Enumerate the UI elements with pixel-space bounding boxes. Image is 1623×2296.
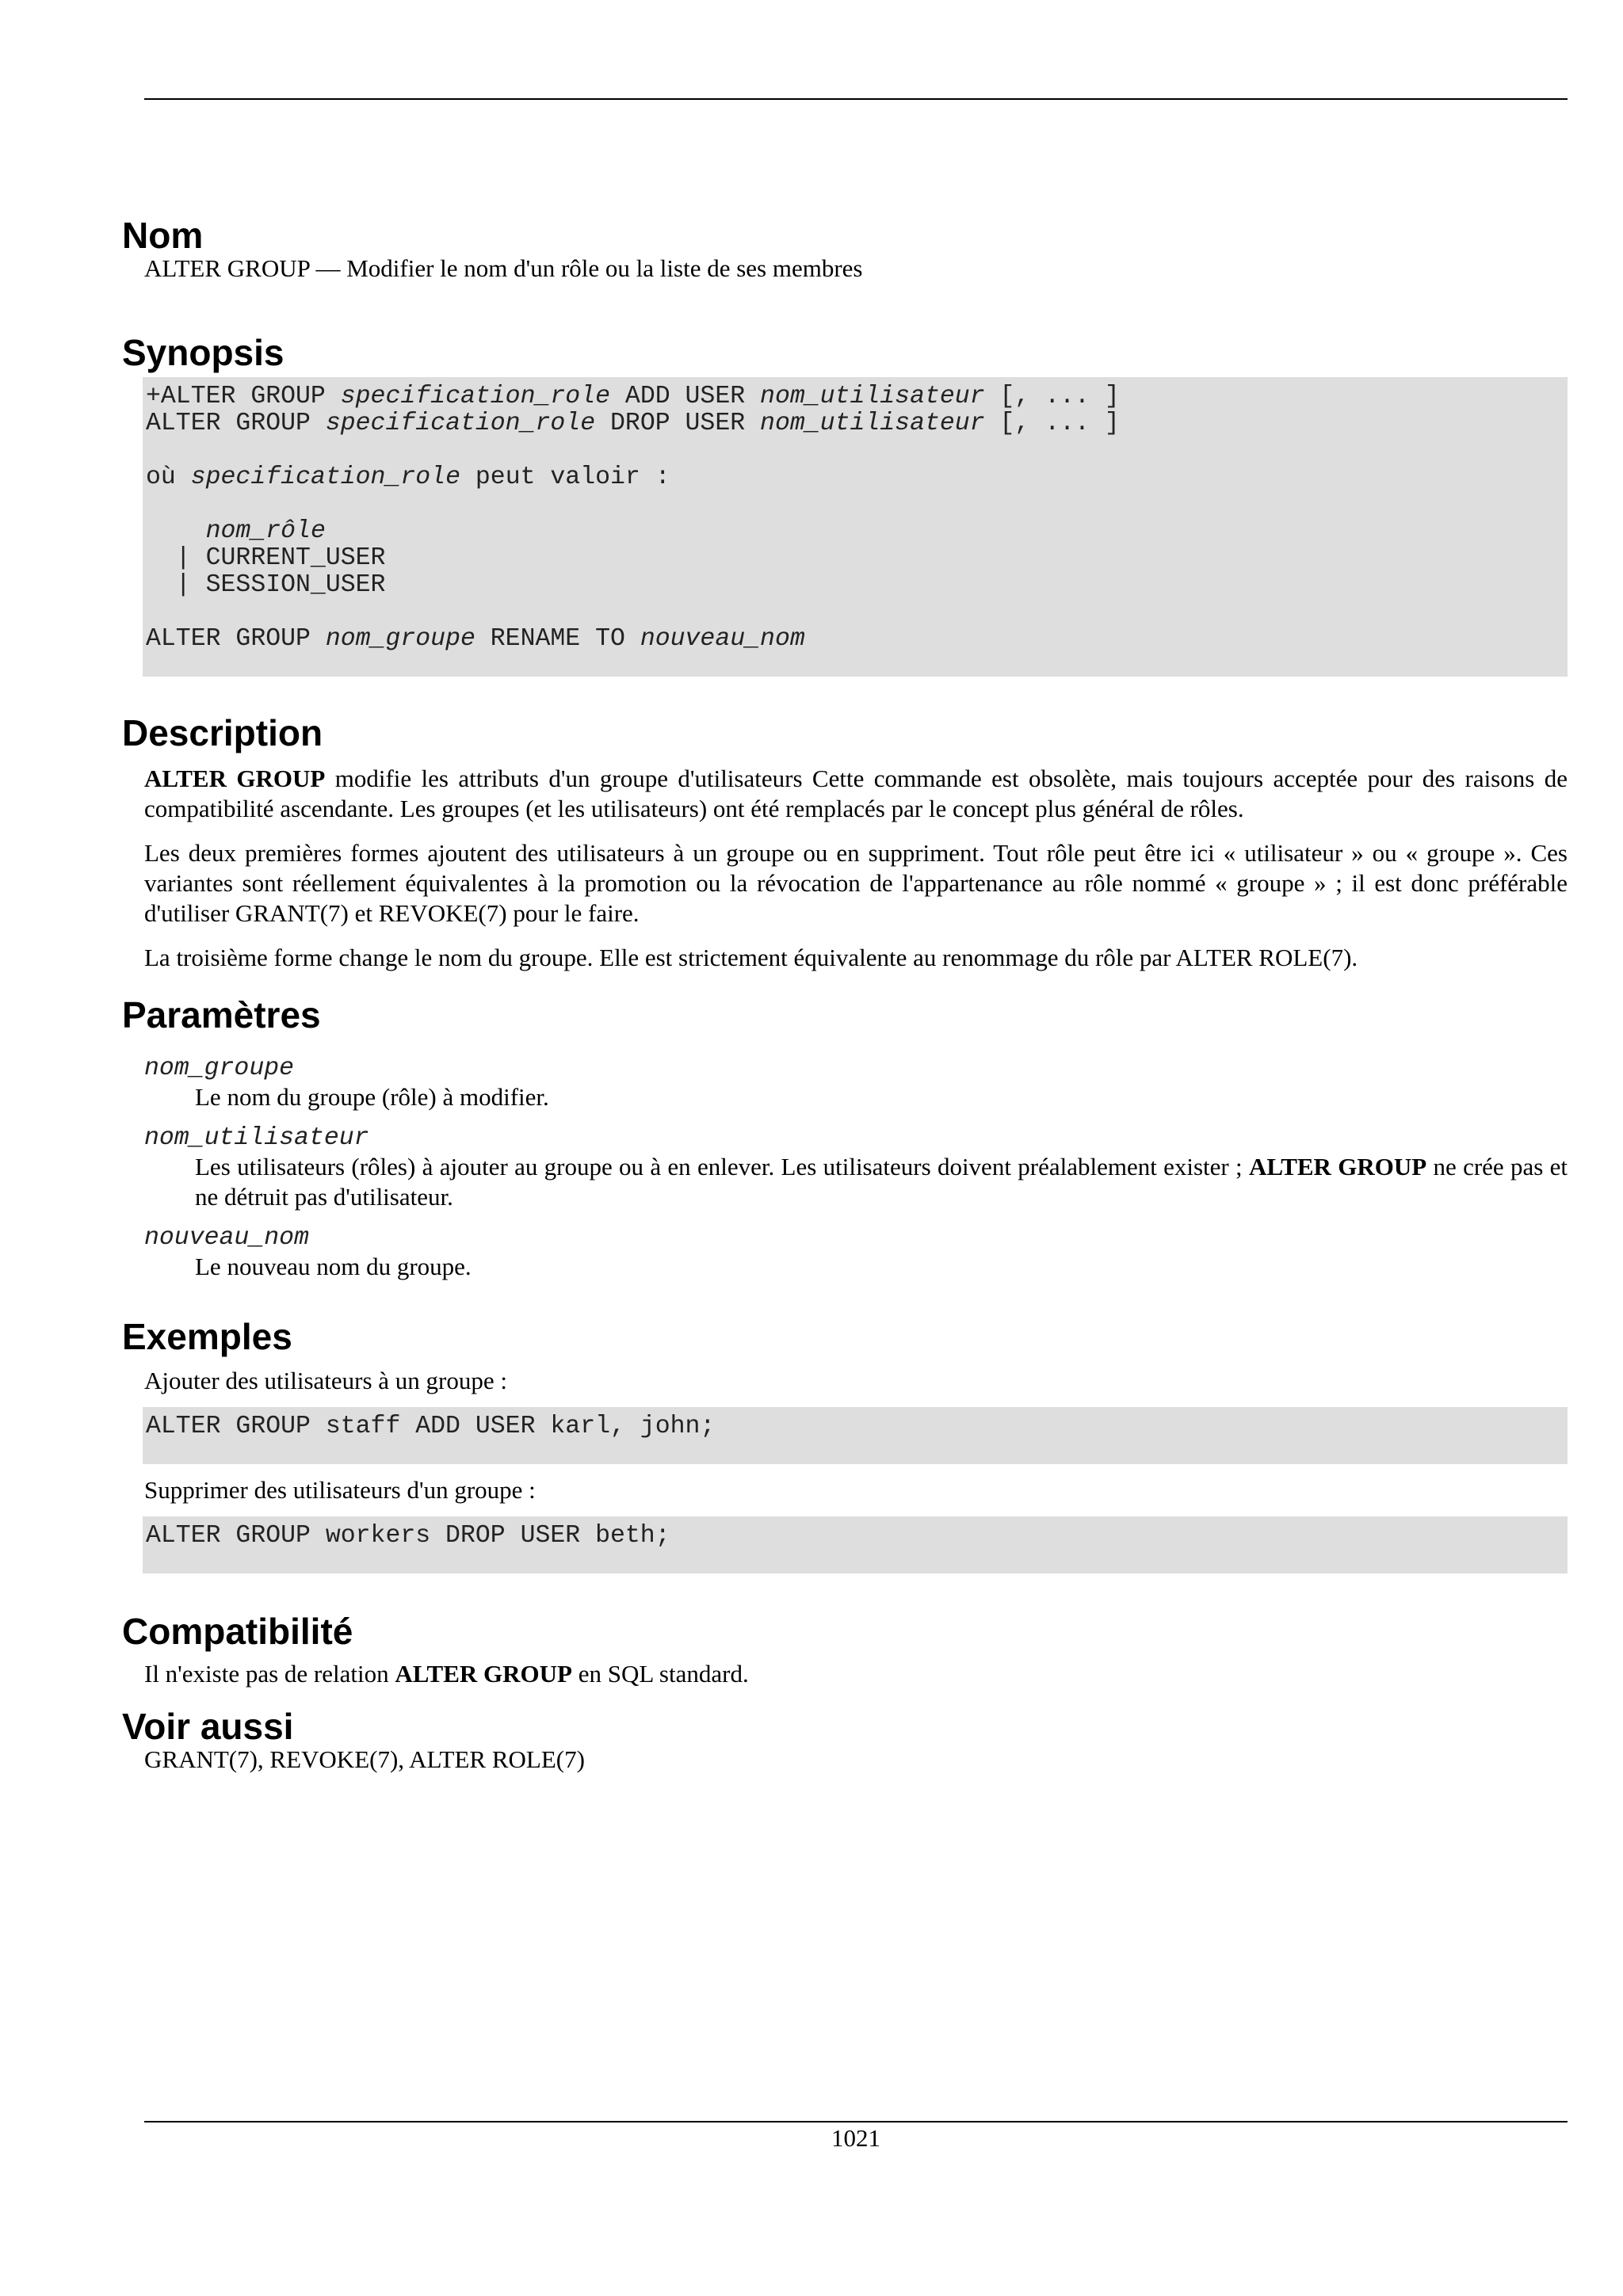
example-intro-2: Supprimer des utilisateurs d'un groupe : — [144, 1476, 536, 1504]
description-paragraph-3: La troisième forme change le nom du groupe. Elle est strictement équivalente au renommage du rôle par ALTER ROLE(7). — [144, 944, 1358, 971]
section-heading-compatibilite: Compatibilité — [122, 1611, 353, 1652]
header-rule — [144, 98, 1568, 100]
parameter-list — [122, 1055, 1568, 1282]
section-heading-description: Description — [122, 712, 323, 753]
param-def-nouveau-nom: Le nouveau nom du groupe. — [195, 1253, 472, 1280]
page-content — [122, 214, 1568, 1775]
section-heading-voir-aussi: Voir aussi — [122, 1706, 294, 1747]
param-term-nom-groupe: nom_groupe — [144, 1055, 295, 1082]
example-code-2: ALTER GROUP workers DROP USER beth; — [143, 1516, 1568, 1573]
section-heading-synopsis: Synopsis — [122, 332, 285, 373]
synopsis-code-block: +ALTER GROUP specification_role ADD USER nom_utilisateur [, ... ] ALTER GROUP specification_role DROP USER nom_utilisateur [, ... ] où specification_role peut valoir : nom_rôle | CURRENT_USER | SESSION_USER ALTER GROUP nom_groupe RENAME TO nouveau_nom — [143, 377, 1568, 677]
param-term-nouveau-nom: nouveau_nom — [144, 1224, 309, 1252]
description-paragraph-1: ALTER GROUP modifie les attributs d'un groupe d'utilisateurs Cette commande est obsolète, mais toujours acceptée pour des raisons de compatibilité ascendante. Les groupes (et les utilisateurs) ont été remplacés par le concept plus général de rôles. — [144, 765, 1568, 822]
section-heading-nom: Nom — [122, 215, 204, 256]
voir-aussi-text: GRANT(7), REVOKE(7), ALTER ROLE(7) — [144, 1745, 585, 1773]
example-code-1: ALTER GROUP staff ADD USER karl, john; — [143, 1407, 1568, 1464]
description-paragraph-2: Les deux premières formes ajoutent des utilisateurs à un groupe ou en suppriment. Tout rôle peut être ici « utilisateur » ou « groupe ». Ces variantes sont réellement équivalentes à la promotion ou la révocation de l'appartenance au rôle nommé « groupe » ; il est donc préférable d'utiliser GRANT(7) et REVOKE(7) pour le faire. — [144, 839, 1568, 927]
section-heading-exemples: Exemples — [122, 1316, 292, 1357]
page-number: 1021 — [831, 2124, 880, 2152]
param-term-nom-utilisateur: nom_utilisateur — [144, 1124, 369, 1152]
example-intro-1: Ajouter des utilisateurs à un groupe : — [144, 1367, 508, 1394]
param-def-nom-groupe: Le nom du groupe (rôle) à modifier. — [195, 1083, 549, 1111]
command-name: ALTER GROUP — [144, 765, 326, 792]
compatibilite-text: Il n'existe pas de relation ALTER GROUP en SQL standard. — [144, 1660, 749, 1688]
section-heading-parametres: Paramètres — [122, 994, 321, 1035]
nom-text: ALTER GROUP — Modifier le nom d'un rôle ou la liste de ses membres — [144, 254, 863, 282]
footer-rule — [144, 2121, 1568, 2122]
param-def-nom-utilisateur: Les utilisateurs (rôles) à ajouter au groupe ou à en enlever. Les utilisateurs doivent préalablement exister ; ALTER GROUP ne crée pas et ne détruit pas d'utilisateur. — [195, 1153, 1568, 1211]
